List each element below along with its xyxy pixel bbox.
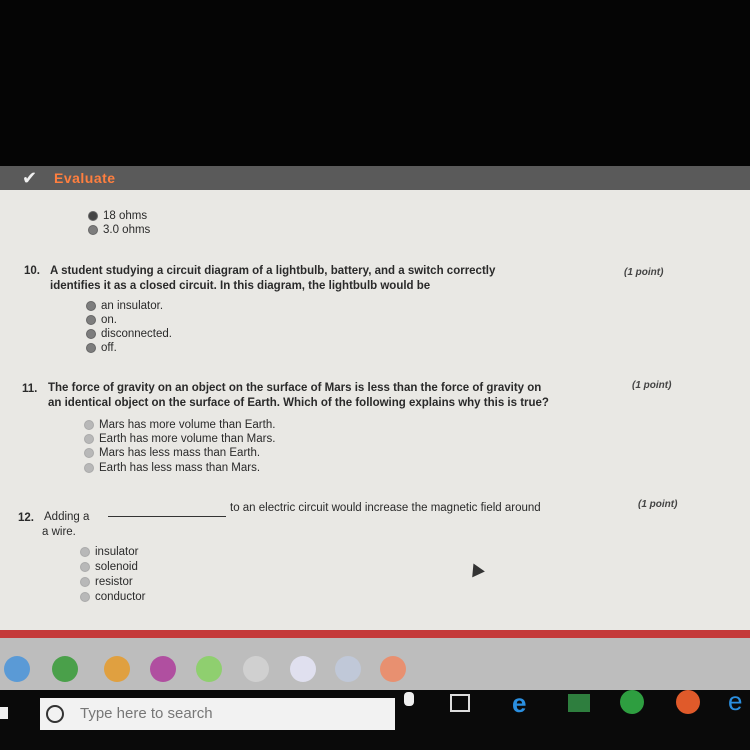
check-icon: ✔ [22, 168, 38, 188]
option-label: disconnected. [101, 328, 172, 340]
option-label: conductor [95, 591, 146, 603]
quiz-screen [0, 166, 750, 636]
checkmark-app-icon[interactable] [4, 656, 30, 682]
radio-button[interactable] [80, 562, 90, 572]
option-label: Mars has less mass than Earth. [99, 447, 261, 459]
white-app-icon[interactable] [290, 656, 316, 682]
windows-start-icon[interactable] [0, 707, 8, 719]
q9-option-2[interactable] [88, 223, 150, 237]
q12-option-1[interactable] [80, 545, 138, 559]
search-box[interactable] [40, 698, 395, 730]
q10-points: (1 point) [624, 267, 664, 278]
q10-text: A student studying a circuit diagram of a lightbulb, battery, and a switch correctly identifies it as a closed circuit. In this diagram, the lightbulb would be [50, 265, 496, 292]
option-label: solenoid [95, 561, 138, 573]
option-label: insulator [95, 546, 139, 558]
q12-points: (1 point) [638, 499, 678, 510]
option-label: on. [101, 314, 117, 326]
radio-button[interactable] [88, 211, 98, 221]
option-label: an insulator. [101, 300, 164, 312]
radio-button[interactable] [84, 448, 94, 458]
radio-button[interactable] [80, 547, 90, 557]
q12-option-3[interactable] [80, 575, 133, 589]
section-header [0, 166, 750, 190]
q9-option-1[interactable] [88, 209, 147, 223]
option-label: 3.0 ohms [103, 224, 151, 236]
radio-button[interactable] [84, 463, 94, 473]
q10-option-3[interactable] [86, 327, 172, 341]
radio-button[interactable] [80, 577, 90, 587]
radio-button[interactable] [86, 315, 96, 325]
firefox-icon[interactable] [676, 690, 700, 714]
section-title: Evaluate [54, 170, 116, 186]
cortana-icon [46, 705, 64, 723]
chrome-icon[interactable] [620, 690, 644, 714]
leaf-app-icon[interactable] [52, 656, 78, 682]
q10-option-4[interactable] [86, 341, 117, 355]
option-label: Earth has less mass than Mars. [99, 462, 261, 474]
option-label: 18 ohms [103, 210, 148, 222]
q11-option-3[interactable] [84, 446, 260, 460]
q11-points: (1 point) [632, 380, 672, 391]
grey-app-icon[interactable] [335, 656, 361, 682]
q11-option-2[interactable] [84, 432, 275, 446]
ie-icon[interactable]: e [728, 686, 743, 716]
windows-taskbar [0, 686, 750, 750]
microphone-icon[interactable] [404, 692, 414, 706]
radio-button[interactable] [86, 329, 96, 339]
option-label: off. [101, 342, 117, 354]
q12-option-2[interactable] [80, 560, 138, 574]
radio-button[interactable] [86, 343, 96, 353]
page-divider [0, 630, 750, 638]
option-label: Earth has more volume than Mars. [99, 433, 276, 445]
q10-option-1[interactable] [86, 299, 163, 313]
file-explorer-icon[interactable] [568, 694, 590, 712]
option-label: Mars has more volume than Earth. [99, 419, 276, 431]
task-view-icon[interactable] [450, 694, 470, 712]
radio-button[interactable] [88, 225, 98, 235]
radio-button[interactable] [84, 420, 94, 430]
q12-number: 12. [18, 512, 34, 524]
help-app-icon[interactable] [380, 656, 406, 682]
radio-button[interactable] [86, 301, 96, 311]
q12-text-part1: Adding a [44, 511, 90, 523]
mouse-cursor-icon [467, 561, 485, 578]
q12-option-4[interactable] [80, 590, 146, 604]
q10-number: 10. [24, 265, 40, 277]
q11-option-4[interactable] [84, 461, 260, 475]
q11-number: 11. [22, 383, 38, 395]
q12-text-line2: a wire. [42, 526, 76, 538]
edge-browser-icon[interactable]: e [512, 688, 527, 718]
option-label: resistor [95, 576, 133, 588]
q11-option-1[interactable] [84, 418, 275, 432]
q11-text: The force of gravity on an object on the surface of Mars is less than the force of gravity on an identical object on the surface of Earth. Which of the following explains why this is true? [48, 382, 549, 409]
purple-app-icon[interactable] [150, 656, 176, 682]
radio-button[interactable] [80, 592, 90, 602]
radio-button[interactable] [84, 434, 94, 444]
target-app-icon[interactable] [243, 656, 269, 682]
search-input[interactable]: Type here to search [80, 705, 213, 722]
q12-blank [108, 516, 226, 517]
q12-text-part2: to an electric circuit would increase the magnetic field around [230, 502, 541, 514]
green-app-icon[interactable] [196, 656, 222, 682]
q10-option-2[interactable] [86, 313, 117, 327]
orange-app-icon[interactable] [104, 656, 130, 682]
